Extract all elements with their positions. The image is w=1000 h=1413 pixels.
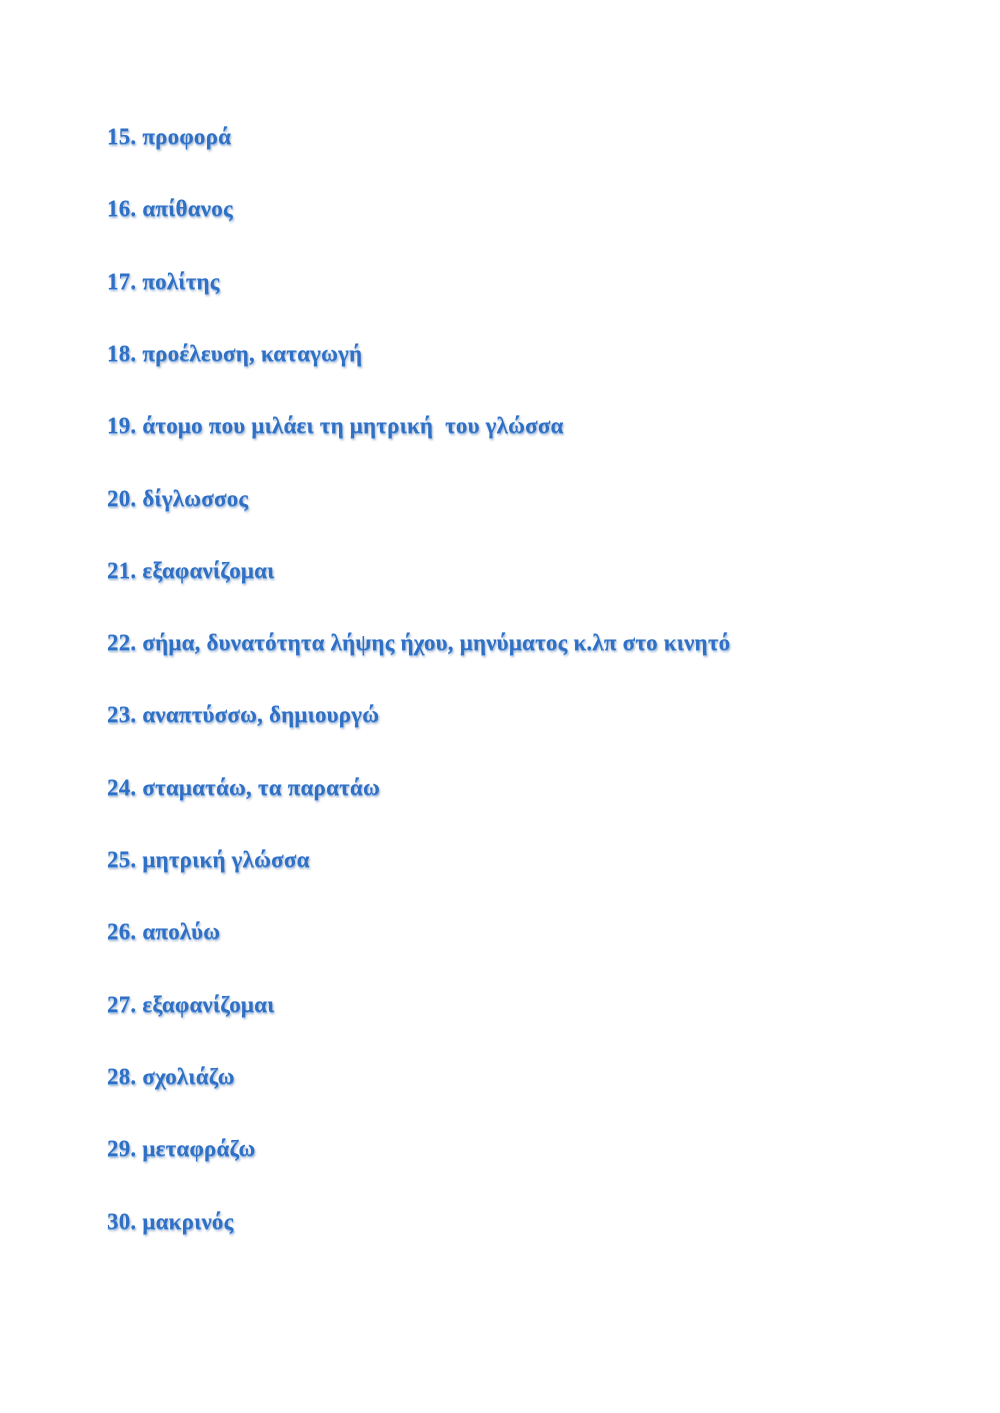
item-number: 23. bbox=[107, 702, 137, 727]
list-item bbox=[107, 194, 233, 224]
item-text: μακρινός bbox=[142, 1209, 234, 1234]
item-number: 26. bbox=[107, 919, 137, 944]
item-text: μεταφράζω bbox=[142, 1136, 256, 1161]
item-number: 21. bbox=[107, 558, 137, 583]
item-number: 18. bbox=[107, 341, 137, 366]
item-text: σήμα, δυνατότητα λήψης ήχου, μηνύματος κ.λπ στο κινητό bbox=[142, 630, 731, 655]
list-item bbox=[107, 917, 220, 947]
item-number: 20. bbox=[107, 486, 137, 511]
list-item bbox=[107, 773, 380, 803]
list-item bbox=[107, 122, 231, 152]
item-number: 28. bbox=[107, 1064, 137, 1089]
list-item bbox=[107, 1207, 234, 1237]
list-item bbox=[107, 484, 248, 514]
list-item bbox=[107, 267, 220, 297]
item-number: 24. bbox=[107, 775, 137, 800]
list-item bbox=[107, 990, 275, 1020]
item-number: 30. bbox=[107, 1209, 137, 1234]
item-text: μητρική γλώσσα bbox=[142, 847, 310, 872]
item-number: 17. bbox=[107, 269, 137, 294]
list-item bbox=[107, 1062, 235, 1092]
item-number: 25. bbox=[107, 847, 137, 872]
list-item bbox=[107, 411, 564, 441]
list-item bbox=[107, 556, 275, 586]
item-text: προφορά bbox=[142, 124, 232, 149]
item-text: σχολιάζω bbox=[142, 1064, 235, 1089]
item-text: εξαφανίζομαι bbox=[142, 558, 275, 583]
item-number: 19. bbox=[107, 413, 137, 438]
list-item bbox=[107, 628, 730, 658]
item-number: 29. bbox=[107, 1136, 137, 1161]
item-text: σταματάω, τα παρατάω bbox=[142, 775, 380, 800]
item-text: απολύω bbox=[142, 919, 221, 944]
item-text: απίθανος bbox=[142, 196, 233, 221]
item-number: 15. bbox=[107, 124, 137, 149]
item-text: δίγλωσσος bbox=[142, 486, 249, 511]
list-item bbox=[107, 845, 310, 875]
list-item bbox=[107, 700, 379, 730]
item-number: 16. bbox=[107, 196, 137, 221]
item-text: άτομο που μιλάει τη μητρική του γλώσσα bbox=[142, 413, 564, 438]
item-number: 27. bbox=[107, 992, 137, 1017]
item-text: προέλευση, καταγωγή bbox=[142, 341, 363, 366]
item-text: πολίτης bbox=[142, 269, 220, 294]
item-text: αναπτύσσω, δημιουργώ bbox=[142, 702, 380, 727]
item-text: εξαφανίζομαι bbox=[142, 992, 275, 1017]
item-number: 22. bbox=[107, 630, 137, 655]
list-item bbox=[107, 1134, 256, 1164]
list-item bbox=[107, 339, 362, 369]
